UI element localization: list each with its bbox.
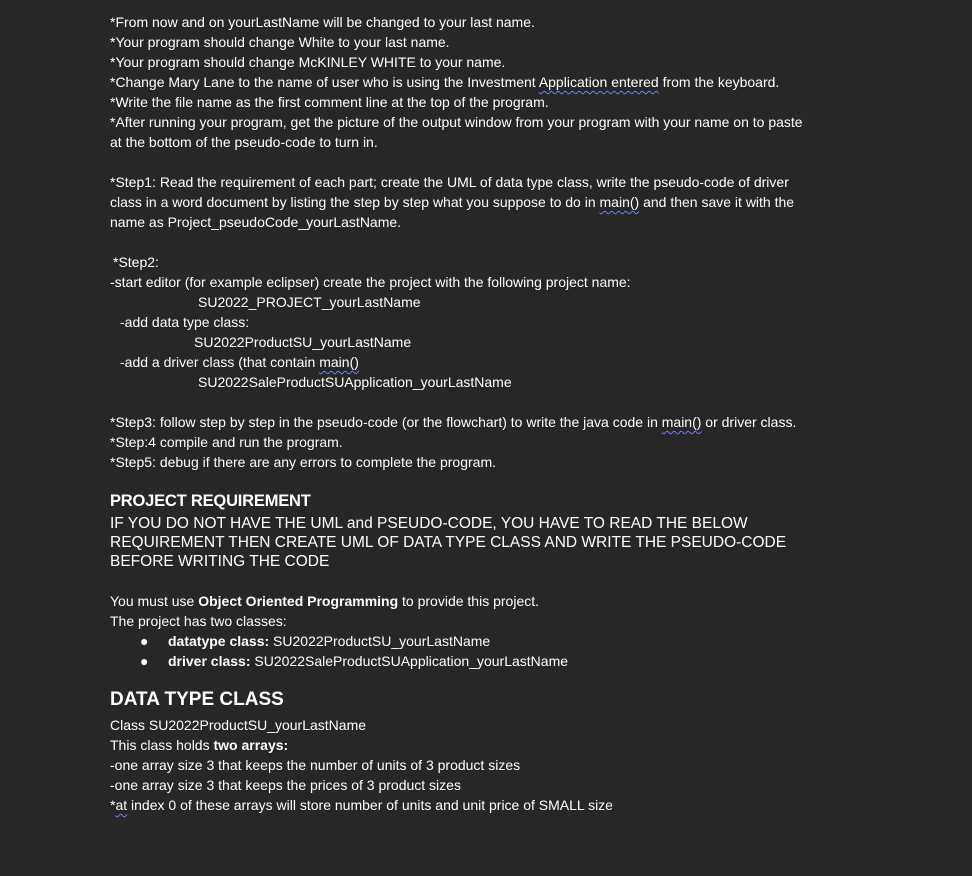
datatype-line-2-text: This class holds [110,737,214,753]
spacer [110,571,950,591]
spacer [110,152,950,172]
requirement-caps-1: IF YOU DO NOT HAVE THE UML and PSEUDO-CODE, YOU HAVE TO READ THE BELOW [110,515,748,532]
list-item [140,631,950,651]
datatype-line-3: -one array size 3 that keeps the number of units of 3 product sizes [110,757,521,773]
spacer [110,472,950,486]
step1-line-2-end: and then save it with the [639,194,795,210]
spellcheck-flag: Application entered [538,74,659,90]
datatype-line-1: Class SU2022ProductSU_yourLastName [110,717,367,733]
intro-line-6: *After running your program, get the picture of the output window from your program with your name on to paste [110,114,803,130]
spellcheck-flag: main() [661,414,702,430]
document-body [110,12,950,815]
data-type-class-heading: DATA TYPE CLASS [110,689,284,710]
data-class-name: SU2022ProductSU_yourLastName [194,334,412,350]
list-item-label: datatype class: [168,633,270,649]
intro-line-4-end: from the keyboard. [658,74,780,90]
spacer [110,232,950,252]
step2-line-2: -add data type class: [120,314,250,330]
intro-line-1: *From now and on yourLastName will be changed to your last name. [110,14,535,30]
spellcheck-flag: main() [599,194,640,210]
step1-line-2 [110,192,950,212]
bullet-icon: ● [140,653,149,669]
intro-line-3: *Your program should change McKINLEY WHITE to your name. [110,54,506,70]
step2-line-1: -start editor (for example eclipser) create the project with the following project name: [110,274,631,290]
step3-end: or driver class. [701,414,797,430]
project-name: SU2022_PROJECT_yourLastName [198,294,421,310]
datatype-line-2 [110,735,950,755]
project-requirement-heading: PROJECT REQUIREMENT [110,492,311,510]
driver-class-name: SU2022SaleProductSUApplication_yourLastName [198,374,512,390]
intro-line-2: *Your program should change White to your last name. [110,34,450,50]
oop-text: You must use [110,593,199,609]
requirement-caps-3: BEFORE WRITING THE CODE [110,553,330,570]
list-item-label: driver class: [168,653,251,669]
two-classes-line: The project has two classes: [110,613,287,629]
datatype-line-4: -one array size 3 that keeps the prices of 3 product sizes [110,777,461,793]
step2-line-3 [110,352,950,372]
spacer [110,392,950,412]
intro-line-4 [110,72,950,92]
intro-line-7: at the bottom of the pseudo-code to turn in. [110,134,378,150]
spellcheck-flag: main() [319,354,359,370]
step1-line-3: name as Project_pseudoCode_yourLastName. [110,214,402,230]
datatype-line-5-text: index 0 of these arrays will store number of units and unit price of SMALL size [127,797,613,813]
datatype-line-5-star: * [110,797,116,813]
step3-line [110,412,950,432]
bullet-icon: ● [140,633,149,649]
step1-line-2-text: class in a word document by listing the step by step what you suppose to do in [110,194,600,210]
oop-bold: Object Oriented Programming [198,593,399,609]
step5-line: *Step5: debug if there are any errors to complete the program. [110,454,496,470]
requirement-caps-2: REQUIREMENT THEN CREATE UML OF DATA TYPE CLASS AND WRITE THE PSEUDO-CODE [110,534,787,551]
datatype-line-2-bold: two arrays: [213,737,289,753]
oop-end: to provide this project. [398,593,540,609]
class-list [110,631,950,671]
list-item-value: SU2022ProductSU_yourLastName [269,633,491,649]
list-item [140,651,950,671]
intro-line-4-text: *Change Mary Lane to the name of user who is using the Investment [110,74,539,90]
step3-text: *Step3: follow step by step in the pseudo-code (or the flowchart) to write the java code in [110,414,662,430]
spacer [110,671,950,687]
step4-line: *Step:4 compile and run the program. [110,434,343,450]
datatype-line-5 [110,795,950,815]
spellcheck-flag: at [115,797,128,813]
step1-line-1: *Step1: Read the requirement of each part; create the UML of data type class, write the pseudo-code of driver [110,174,789,190]
step2-title: *Step2: [113,254,159,270]
intro-line-5: *Write the file name as the first comment line at the top of the program. [110,94,549,110]
step2-line-3-text: -add a driver class (that contain [120,354,320,370]
list-item-value: SU2022SaleProductSUApplication_yourLastName [250,653,569,669]
oop-line [110,591,950,611]
